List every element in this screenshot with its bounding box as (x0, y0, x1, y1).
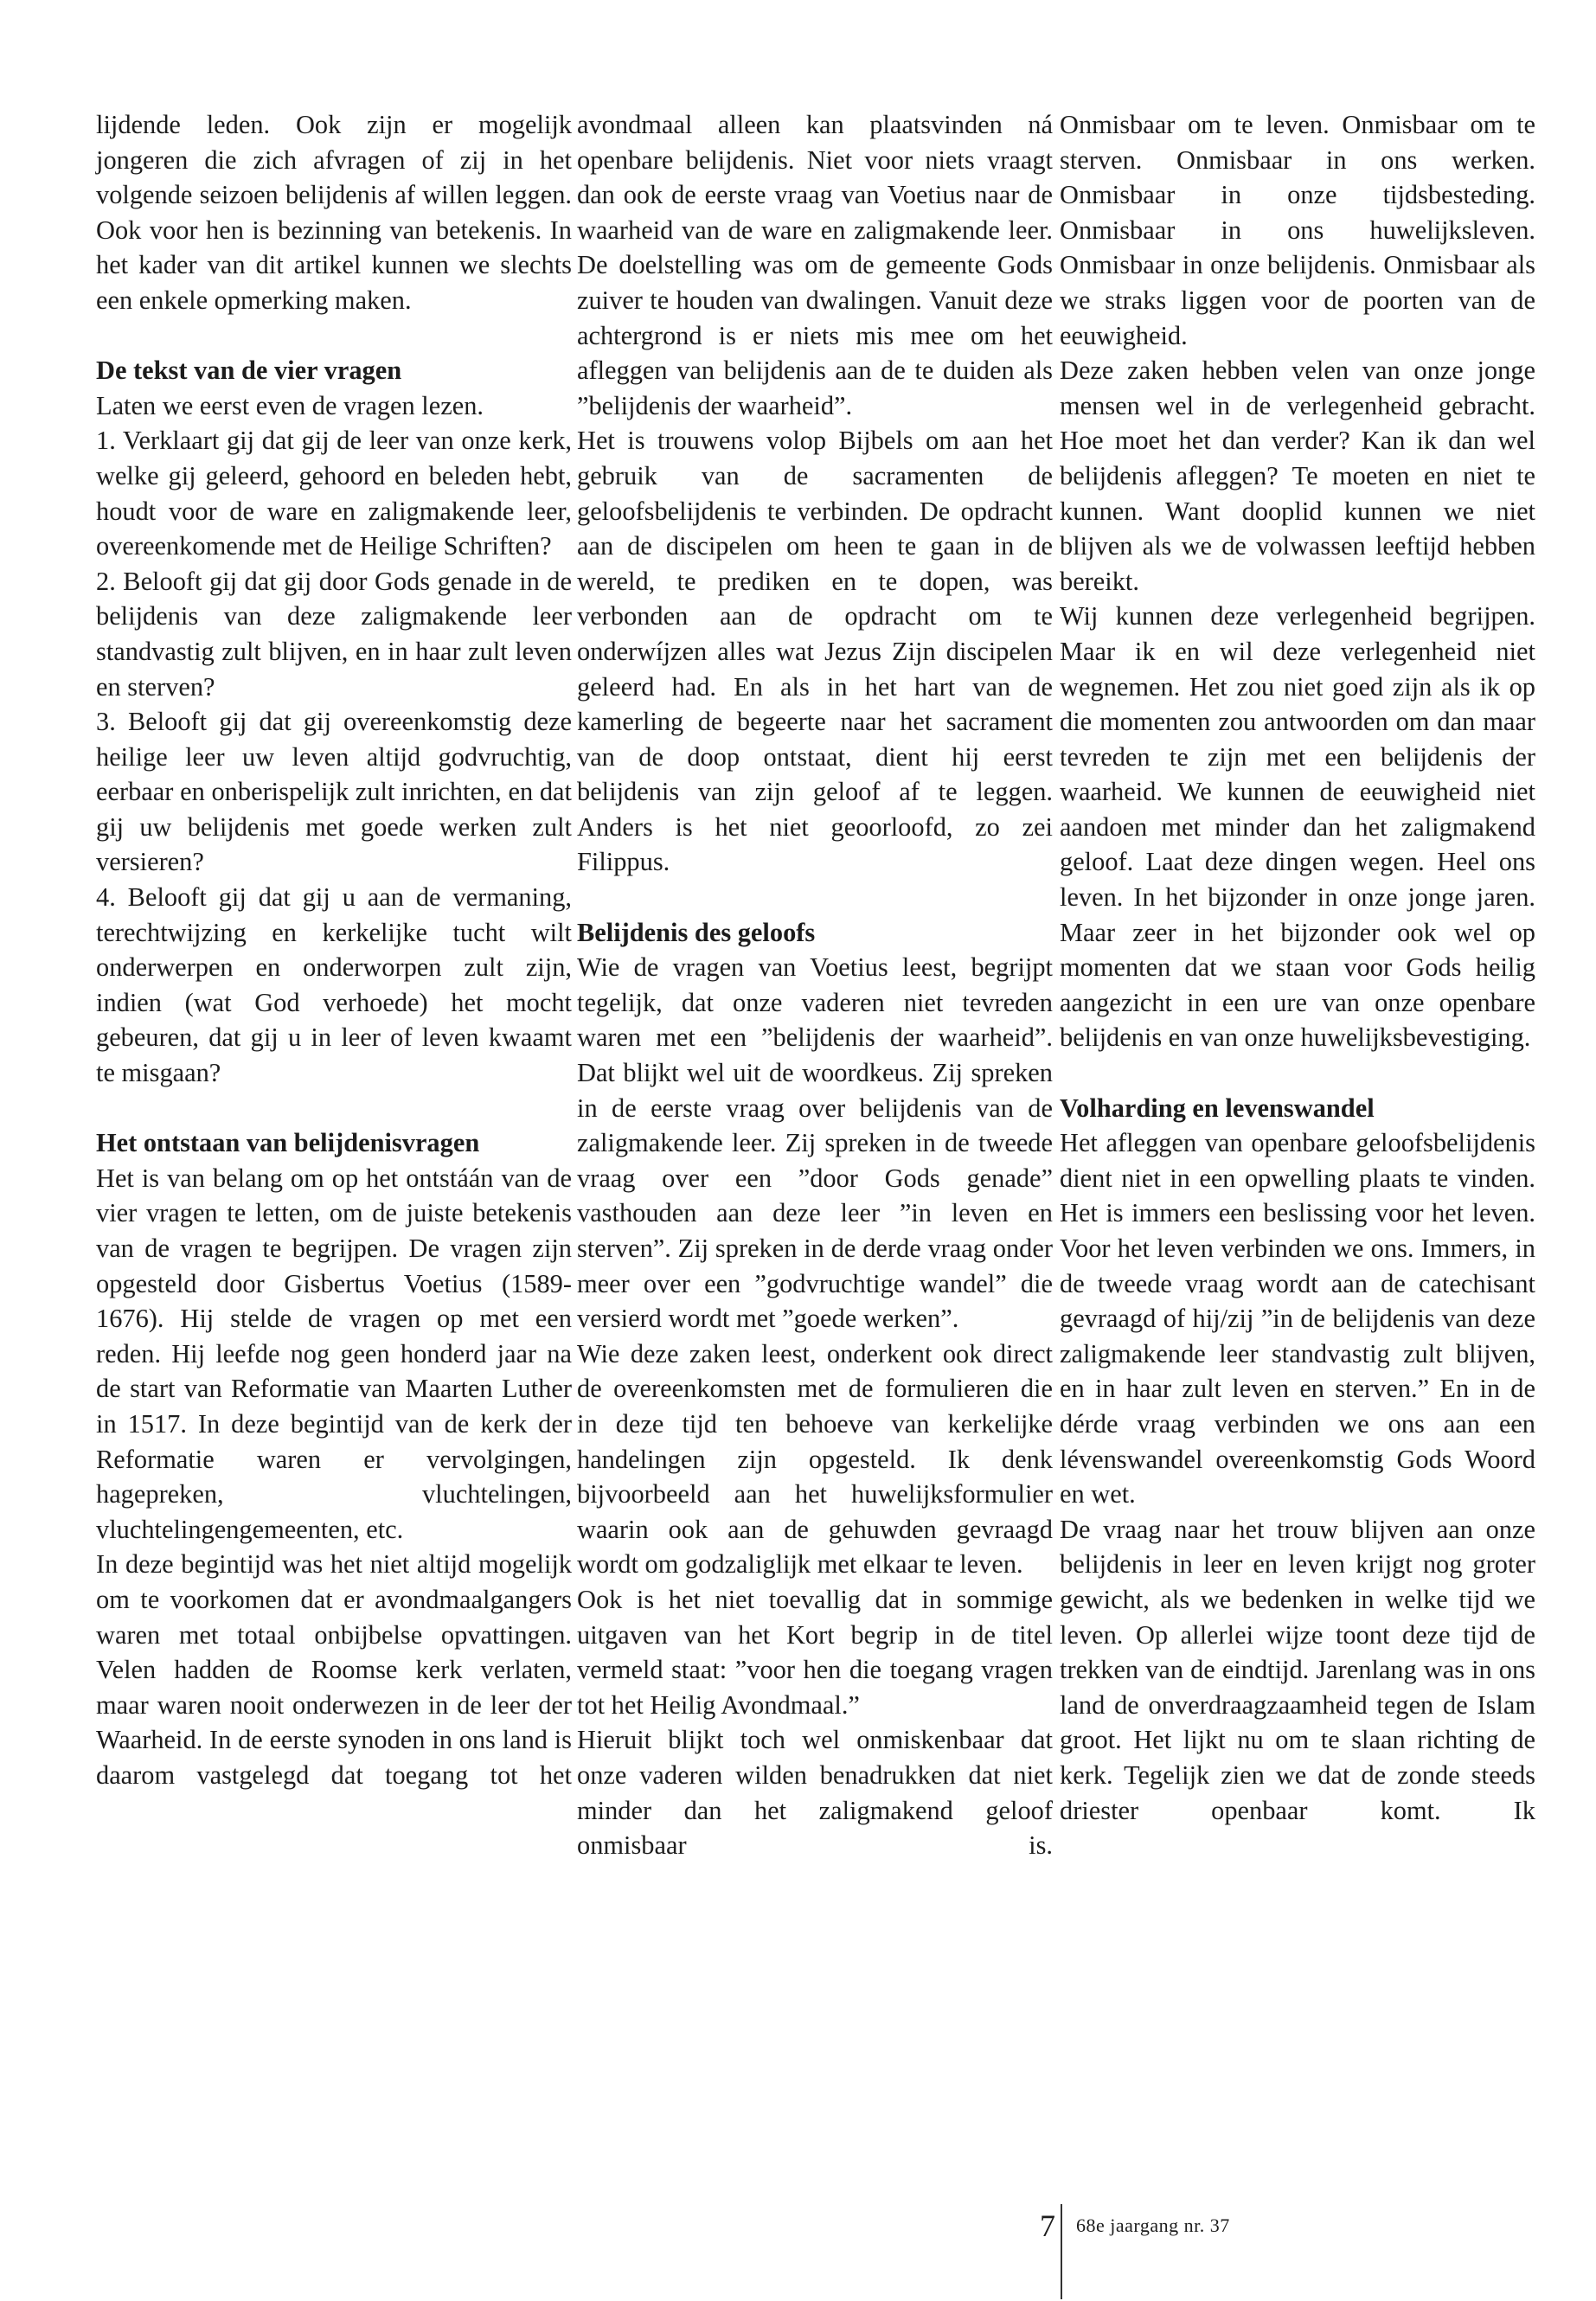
paragraph: 4. Belooft gij dat gij u aan de vermaning, terechtwijzing en kerkelijke tucht wilt onderwerpen en onderworpen zult zijn, indien (wat God verhoede) het mocht gebeuren, dat gij u in leer of leven kwaamt te misgaan? (96, 882, 572, 1088)
paragraph: 1. Verklaart gij dat gij de leer van onze kerk, welke gij geleerd, gehoord en beleden hebt, houdt voor de ware en zaligmakende leer, overeenkomende met de Heilige Schriften? (96, 426, 572, 561)
paragraph: Laten we eerst even de vragen lezen. (96, 390, 484, 420)
issue-label: 68e jaargang nr. 37 (1076, 2214, 1230, 2236)
paragraph: Wie de vragen van Voetius leest, begrijpt tegelijk, dat onze vaderen niet tevreden waren met een ”belijdenis der waarheid”. Dat blijkt wel uit de woordkeus. Zij spreken in de eerste vraag over belijdenis van de zaligmakende leer. Zij spreken in de tweede vraag over een ”door Gods genade” vasthouden aan deze leer ”in leven en sterven”. Zij spreken in de derde vraag onder meer over een ”godvruchtige wandel” die versierd wordt met ”goede werken”. (577, 952, 1053, 1334)
paragraph: Ook is het niet toevallig dat in sommige uitgaven van het Kort begrip in de titel vermeld staat: ”voor hen die toegang vragen tot het Heilig Avondmaal.” (577, 1584, 1053, 1720)
paragraph-spacer (96, 318, 572, 354)
paragraph-spacer (96, 1091, 572, 1126)
column-3 (1060, 107, 1535, 1828)
page-number: 7 (1040, 2208, 1055, 2243)
footer-divider (1061, 2204, 1062, 2299)
paragraph: Onmisbaar om te leven. Onmisbaar om te sterven. Onmisbaar in ons werken. Onmisbaar in onze tijdsbesteding. Onmisbaar in ons huwelijksleven. Onmisbaar in onze belijdenis. Onmisbaar als we straks liggen voor de poorten van de eeuwigheid. (1060, 110, 1535, 350)
paragraph: lijdende leden. Ook zijn er mogelijk jongeren die zich afvragen of zij in het volgende seizoen belijdenis af willen leggen. Ook voor hen is bezinning van betekenis. In het kader van dit artikel kunnen we slechts een enkele opmerking maken. (96, 110, 572, 315)
section-heading: Volharding en levenswandel (1060, 1093, 1375, 1123)
paragraph-spacer (1060, 1055, 1535, 1091)
paragraph: De vraag naar het trouw blijven aan onze belijdenis in leer en leven krijgt nog groter gewicht, als we bedenken in welke tijd we leven. Op allerlei wijze toont deze tijd de trekken van de eindtijd. Jarenlang was in ons land de onverdraagzaamheid tegen de Islam groot. Het lijkt nu om te slaan richting de kerk. Tegelijk zien we dat de zonde steeds driester openbaar komt. Ik (1060, 1514, 1535, 1825)
paragraph: Het is trouwens volop Bijbels om aan het gebruik van de sacramenten de geloofsbelijdenis te verbinden. De opdracht aan de discipelen om heen te gaan in de wereld, te prediken en te dopen, was verbonden aan de opdracht om te onderwíjzen alles wat Jezus Zijn discipelen geleerd had. En als in het hart van de kamerling de begeerte naar het sacrament van de doop ontstaat, dient hij eerst belijdenis van zijn geloof af te leggen. Anders is het niet geoorloofd, zo zei Filippus. (577, 426, 1053, 877)
paragraph: In deze begintijd was het niet altijd mogelijk om te voorkomen dat er avondmaalgangers waren met totaal onbijbelse opvattingen. Velen hadden de Roomse kerk verlaten, maar waren nooit onderwezen in de leer der Waarheid. In de eerste synoden in ons land is daarom vastgelegd dat toegang tot het (96, 1549, 572, 1790)
section-heading: De tekst van de vier vragen (96, 356, 402, 386)
paragraph: Wij kunnen deze verlegenheid begrijpen. Maar ik en wil deze verlegenheid niet wegnemen. Het zou niet goed zijn als ik op die momenten zou antwoorden om dan maar tevreden te zijn met een belijdenis der waarheid. We kunnen de eeuwigheid niet aandoen met minder dan het zaligmakend geloof. Laat deze dingen wegen. Heel ons leven. In het bijzonder in onze jonge jaren. Maar zeer in het bijzonder ook wel op momenten dat we staan voor Gods heilig aangezicht in een ure van onze openbare belijdenis en van onze huwelijksbevestiging. (1060, 601, 1535, 1053)
paragraph: Wie deze zaken leest, onderkent ook direct de overeenkomsten met de formulieren die in deze tijd ten behoeve van kerkelijke handelingen zijn opgesteld. Ik denk bijvoorbeeld aan het huwelijksformulier waarin ook aan de gehuwden gevraagd wordt om godzaliglijk met elkaar te leven. (577, 1338, 1053, 1580)
paragraph-spacer (577, 880, 1053, 915)
paragraph: 2. Belooft gij dat gij door Gods genade in de belijdenis van deze zaligmakende leer standvastig zult blijven, en in haar zult leven en sterven? (96, 566, 572, 702)
column-1 (96, 107, 572, 1793)
paragraph: Het afleggen van openbare geloofsbelijdenis dient niet in een opwelling plaats te vinden. Het is immers een beslissing voor het leven. Voor het leven verbinden we ons. Immers, in de tweede vraag wordt aan de catechisant gevraagd of hij/zij ”in de belijdenis van deze zaligmakende leer standvastig zult blijven, en in haar zult leven en sterven.” En in de dérde vraag verbinden we ons aan een lévenswandel overeenkomstig Gods Woord en wet. (1060, 1128, 1535, 1509)
paragraph: avondmaal alleen kan plaatsvinden ná openbare belijdenis. Niet voor niets vraagt dan ook de eerste vraag van Voetius naar de waarheid van de ware en zaligmakende leer. De doelstelling was om de gemeente Gods zuiver te houden van dwalingen. Vanuit deze achtergrond is er niets mis mee om het afleggen van belijdenis aan de te duiden als ”belijdenis der waarheid”. (577, 110, 1053, 420)
paragraph: Hieruit blijkt toch wel onmiskenbaar dat onze vaderen wilden benadrukken dat niet minder dan het zaligmakend geloof onmisbaar is. (577, 1725, 1053, 1861)
paragraph: 3. Belooft gij dat gij overeenkomstig deze heilige leer uw leven altijd godvruchtig, eerbaar en onberispelijk zult inrichten, en dat gij uw belijdenis met goede werken zult versieren? (96, 707, 572, 877)
section-heading: Het ontstaan van belijdenisvragen (96, 1128, 480, 1158)
paragraph: Deze zaken hebben velen van onze jonge mensen wel in de verlegenheid gebracht. Hoe moet het dan verder? Kan ik dan wel belijdenis afleggen? Te moeten en niet te kunnen. Want dooplid kunnen we niet blijven als we de volwassen leeftijd hebben bereikt. (1060, 356, 1535, 596)
paragraph: Het is van belang om op het ontstáán van de vier vragen te letten, om de juiste betekenis van de vragen te begrijpen. De vragen zijn opgesteld door Gisbertus Voetius (1589-1676). Hij stelde de vragen op met een reden. Hij leefde nog geen honderd jaar na de start van Reformatie van Maarten Luther in 1517. In deze begintijd van de kerk der Reformatie waren er vervolgingen, hagepreken, vluchtelingen, vluchtelingengemeenten, etc. (96, 1163, 572, 1544)
section-heading: Belijdenis des geloofs (577, 917, 816, 947)
column-2 (577, 107, 1053, 1863)
